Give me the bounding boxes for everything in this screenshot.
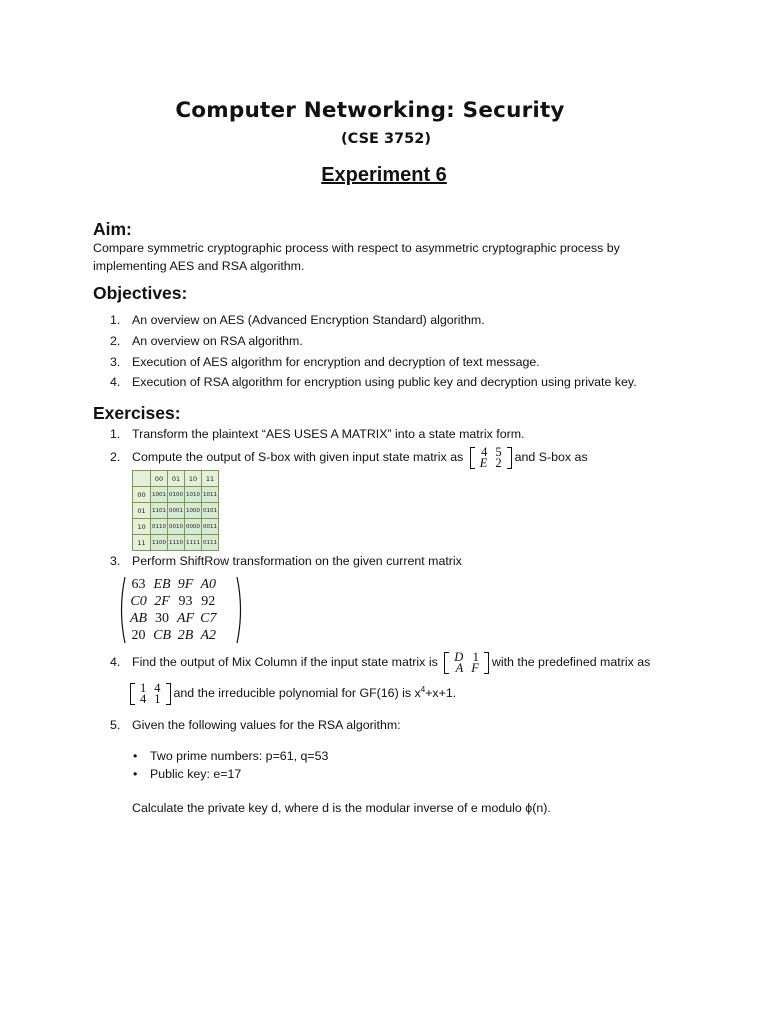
objective-item: [110, 311, 485, 329]
sbox-cell: 0010: [168, 519, 185, 535]
matrix-cell: D: [454, 649, 464, 664]
document-title: Computer Networking: Security: [175, 98, 565, 123]
rsa-question: Calculate the private key d, where d is the modular inverse of e modulo ϕ(n).: [132, 801, 551, 815]
sbox-cell: 0011: [202, 519, 219, 535]
sbox-cell: 0100: [168, 487, 185, 503]
matrix-cell: A2: [200, 628, 217, 643]
matrix-cell: 93: [178, 594, 193, 609]
matrix-cell: 4: [481, 444, 488, 459]
sbox-cell: 1001: [151, 487, 168, 503]
matrix-cell: C7: [200, 611, 217, 626]
exercise-text: Compute the output of S-box with given input state matrix as: [132, 450, 464, 464]
objective-text: An overview on RSA algorithm.: [132, 334, 303, 348]
aim-text: Compare symmetric cryptographic process with respect to asymmetric cryptographic process by implementing AES and RSA algorithm.: [93, 241, 620, 273]
list-number: 1.: [110, 313, 121, 327]
matrix-cell: E: [479, 455, 488, 470]
exercise-item-4-continued: [127, 676, 456, 707]
rsa-bullet: [133, 749, 328, 763]
bullet-icon: •: [133, 767, 138, 781]
sbox-cell: 0001: [168, 503, 185, 519]
exercise-text: Transform the plaintext “AES USES A MATRIX” into a state matrix form.: [132, 427, 525, 441]
matrix-cell: 1: [154, 691, 161, 706]
matrix-cell: 1: [140, 680, 147, 695]
rsa-bullet: [133, 767, 241, 781]
exercise-text-suffix: and the irreducible polynomial for GF(16) is x: [173, 686, 421, 701]
sbox-col-header: 01: [168, 471, 185, 487]
exponent: 4: [420, 685, 426, 694]
matrix-cell: 63: [131, 577, 146, 592]
objective-text: An overview on AES (Advanced Encryption Standard) algorithm.: [132, 313, 485, 327]
matrix-cell: 4: [154, 680, 161, 695]
exercise-text-mid: with the predefined matrix as: [491, 655, 651, 669]
input-state-matrix: [470, 444, 512, 470]
list-number: 2.: [110, 450, 121, 464]
matrix-cell: 2B: [177, 628, 194, 643]
sbox-cell: 1011: [202, 487, 219, 503]
exercise-text: Given the following values for the RSA algorithm:: [132, 718, 401, 732]
matrix-cell: C0: [130, 594, 147, 609]
sbox-cell: 1101: [151, 503, 168, 519]
matrix-cell: F: [471, 660, 479, 675]
sbox-cell: 0101: [202, 503, 219, 519]
sbox-cell: 1100: [151, 535, 168, 551]
list-number: 3.: [110, 355, 121, 369]
list-number: 4.: [110, 375, 121, 389]
exercise-text: Find the output of Mix Column if the input state matrix is: [132, 655, 438, 669]
sbox-row-header: 01: [133, 503, 151, 519]
bullet-text: Two prime numbers: p=61, q=53: [150, 749, 329, 763]
list-number: 3.: [110, 554, 121, 568]
matrix-cell: EB: [153, 577, 171, 592]
aim-heading: Aim:: [93, 219, 132, 239]
experiment-heading: Experiment 6: [321, 164, 447, 186]
shiftrow-matrix: [117, 576, 245, 644]
sbox-cell: 0000: [185, 519, 202, 535]
sbox-cell: 1010: [185, 487, 202, 503]
sbox-col-header: 10: [185, 471, 202, 487]
matrix-cell: 9F: [177, 577, 194, 592]
sbox-cell: 1000: [185, 503, 202, 519]
matrix-cell: 92: [201, 594, 216, 609]
exercise-text-suffix-end: +x+1.: [425, 686, 457, 701]
sbox-cell: 0111: [202, 535, 219, 551]
matrix-cell: 2F: [154, 594, 170, 609]
matrix-cell: A: [455, 660, 464, 675]
objective-item: [110, 373, 637, 391]
matrix-cell: 30: [155, 611, 170, 626]
left-paren: [117, 576, 127, 644]
exercise-text: Perform ShiftRow transformation on the given current matrix: [132, 554, 462, 568]
matrix-cell: A0: [200, 577, 217, 592]
list-number: 1.: [110, 427, 121, 441]
bullet-icon: •: [133, 749, 138, 763]
exercise-text-suffix: and S-box as: [514, 450, 588, 464]
objective-text: Execution of AES algorithm for encryption and decryption of text message.: [132, 355, 540, 369]
exercise-item-3: [110, 552, 462, 570]
sbox-row-header: 10: [133, 519, 151, 535]
matrix-cell: AF: [177, 611, 195, 626]
predefined-matrix: [130, 680, 171, 706]
exercise-item-1: [110, 425, 525, 443]
sbox-table: [132, 470, 219, 551]
exercises-heading: Exercises:: [93, 403, 181, 423]
objective-item: [110, 353, 540, 371]
matrix-cell: 5: [495, 444, 502, 459]
exercise-item-2: [110, 443, 588, 471]
sbox-cell: 1111: [185, 535, 202, 551]
objectives-heading: Objectives:: [93, 283, 188, 303]
matrix-cell: 2: [495, 455, 502, 470]
sbox-cell: 0110: [151, 519, 168, 535]
course-code: (CSE 3752): [341, 131, 431, 147]
right-paren: [235, 576, 245, 644]
sbox-col-header: 11: [202, 471, 219, 487]
list-number: 4.: [110, 655, 121, 669]
mixcolumn-input-matrix: [444, 649, 489, 675]
objective-text: Execution of RSA algorithm for encryption using public key and decryption using private key.: [132, 375, 637, 389]
list-number: 2.: [110, 334, 121, 348]
sbox-row-header: 11: [133, 535, 151, 551]
matrix-cell: 1: [472, 649, 479, 664]
exercise-item-5: [110, 716, 401, 734]
exercise-item-4: [110, 648, 650, 676]
matrix-cell: 20: [131, 628, 146, 643]
list-number: 5.: [110, 718, 121, 732]
sbox-row-header: 00: [133, 487, 151, 503]
matrix-cell: 4: [140, 691, 147, 706]
sbox-cell: 1110: [168, 535, 185, 551]
sbox-col-header: 00: [151, 471, 168, 487]
matrix-cell: CB: [153, 628, 171, 643]
objective-item: [110, 332, 303, 350]
matrix-cell: AB: [130, 611, 148, 626]
sbox-corner: [133, 471, 151, 487]
bullet-text: Public key: e=17: [150, 767, 242, 781]
